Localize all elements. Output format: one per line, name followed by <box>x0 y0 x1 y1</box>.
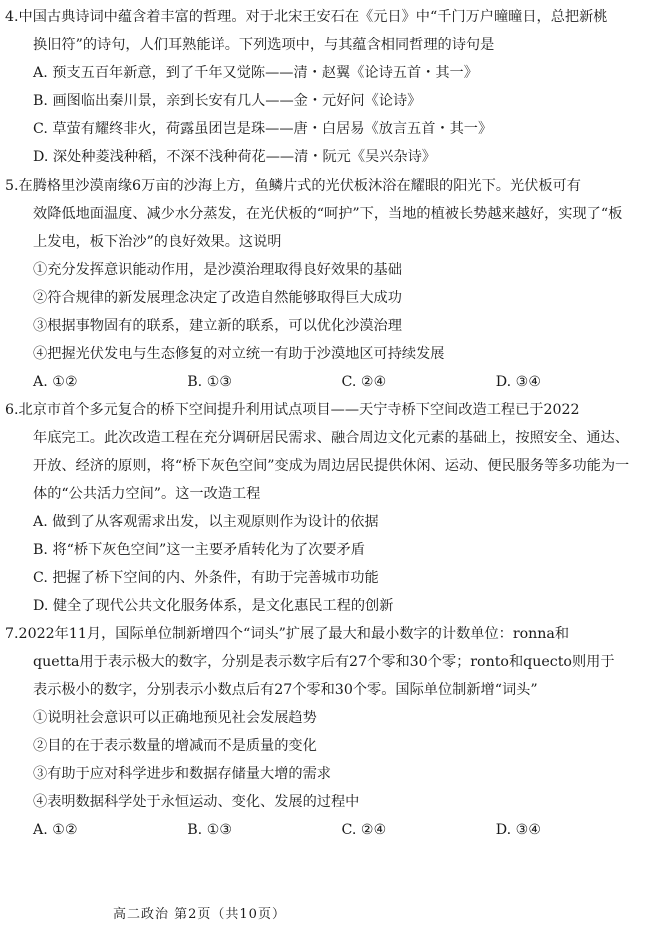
choice-5b: B. ①③ <box>187 374 233 390</box>
statement-7-1: ①说明社会意识可以正确地预见社会发展趋势 <box>33 710 317 726</box>
option-4a: A. 预支五百年新意，到了千年又觉陈——清・赵翼《论诗五首・其一》 <box>33 65 478 81</box>
question-6-stem-line-3: 开放、经济的原则，将“桥下灰色空间”变成为周边居民提供休闲、运动、便民服务等多功能为一 <box>33 458 630 474</box>
question-6 <box>5 396 650 620</box>
question-7-choices <box>5 816 650 844</box>
option-4c: C. 草萤有耀终非火，荷露虽团岂是珠——唐・白居易《放言五首・其一》 <box>33 121 493 137</box>
question-5-stem-line-2: 效降低地面温度、减少水分蒸发，在光伏板的“呵护”下，当地的植被长势越来越好，实现了“板 <box>33 206 623 222</box>
question-7 <box>5 620 650 844</box>
question-4-stem-line-2: 换旧符”的诗句，人们耳熟能详。下列选项中，与其蕴含相同哲理的诗句是 <box>33 37 495 53</box>
question-7-stem-line-1: 7.2022年11月，国际单位制新增四个“词头”扩展了最大和最小数字的计数单位：ronna和 <box>5 626 570 642</box>
statement-7-4: ④表明数据科学处于永恒运动、变化、发展的过程中 <box>33 794 360 810</box>
choice-5c: C. ②④ <box>341 374 387 390</box>
option-6c: C. 把握了桥下空间的内、外条件，有助于完善城市功能 <box>33 570 379 586</box>
question-5 <box>5 172 650 396</box>
question-6-stem-line-2: 年底完工。此次改造工程在充分调研居民需求、融合周边文化元素的基础上，按照安全、通达、 <box>33 430 629 446</box>
question-6-stem-line-4: 体的“公共活力空间”。这一改造工程 <box>33 486 261 502</box>
choice-7b: B. ①③ <box>187 822 233 838</box>
statement-5-4: ④把握光伏发电与生态修复的对立统一有助于沙漠地区可持续发展 <box>33 346 445 362</box>
question-4-stem-line-1: 4.中国古典诗词中蕴含着丰富的哲理。对于北宋王安石在《元日》中“千门万户曈曈日，总把新桃 <box>5 9 608 25</box>
question-7-stem-line-3: 表示极小的数字，分别表示小数点后有27个零和30个零。国际单位制新增“词头” <box>33 682 538 698</box>
choice-7d: D. ③④ <box>495 822 542 838</box>
choice-7c: C. ②④ <box>341 822 387 838</box>
question-4 <box>5 3 650 171</box>
choice-7a: A. ①② <box>33 822 78 838</box>
page-footer: 高二政治 第2页（共10页） <box>113 907 286 922</box>
choice-5d: D. ③④ <box>495 374 542 390</box>
option-4b: B. 画图临出秦川景，亲到长安有几人——金・元好问《论诗》 <box>33 93 422 109</box>
option-6d: D. 健全了现代公共文化服务体系，是文化惠民工程的创新 <box>33 598 394 614</box>
choice-5a: A. ①② <box>33 374 78 390</box>
option-6b: B. 将“桥下灰色空间”这一主要矛盾转化为了次要矛盾 <box>33 542 365 558</box>
question-5-choices <box>5 368 650 396</box>
question-6-stem-line-1: 6.北京市首个多元复合的桥下空间提升利用试点项目——天宁寺桥下空间改造工程已于2022 <box>5 402 580 418</box>
option-4d: D. 深处种菱浅种稻，不深不浅种荷花——清・阮元《吴兴杂诗》 <box>33 149 436 165</box>
question-7-stem-line-2: quetta用于表示极大的数字，分别是表示数字后有27个零和30个零；ronto和quecto则用于 <box>33 654 615 670</box>
statement-5-2: ②符合规律的新发展理念决定了改造自然能够取得巨大成功 <box>33 290 402 306</box>
statement-7-2: ②目的在于表示数量的增减而不是质量的变化 <box>33 738 317 754</box>
statement-7-3: ③有助于应对科学进步和数据存储量大增的需求 <box>33 766 331 782</box>
question-5-stem-line-1: 5.在腾格里沙漠南缘6万亩的沙海上方，鱼鳞片式的光伏板沐浴在耀眼的阳光下。光伏板可有 <box>5 178 581 194</box>
option-6a: A. 做到了从客观需求出发，以主观原则作为设计的依据 <box>33 514 379 530</box>
statement-5-3: ③根据事物固有的联系，建立新的联系，可以优化沙漠治理 <box>33 318 402 334</box>
statement-5-1: ①充分发挥意识能动作用，是沙漠治理取得良好效果的基础 <box>33 262 402 278</box>
question-5-stem-line-3: 上发电，板下治沙”的良好效果。这说明 <box>33 234 282 250</box>
